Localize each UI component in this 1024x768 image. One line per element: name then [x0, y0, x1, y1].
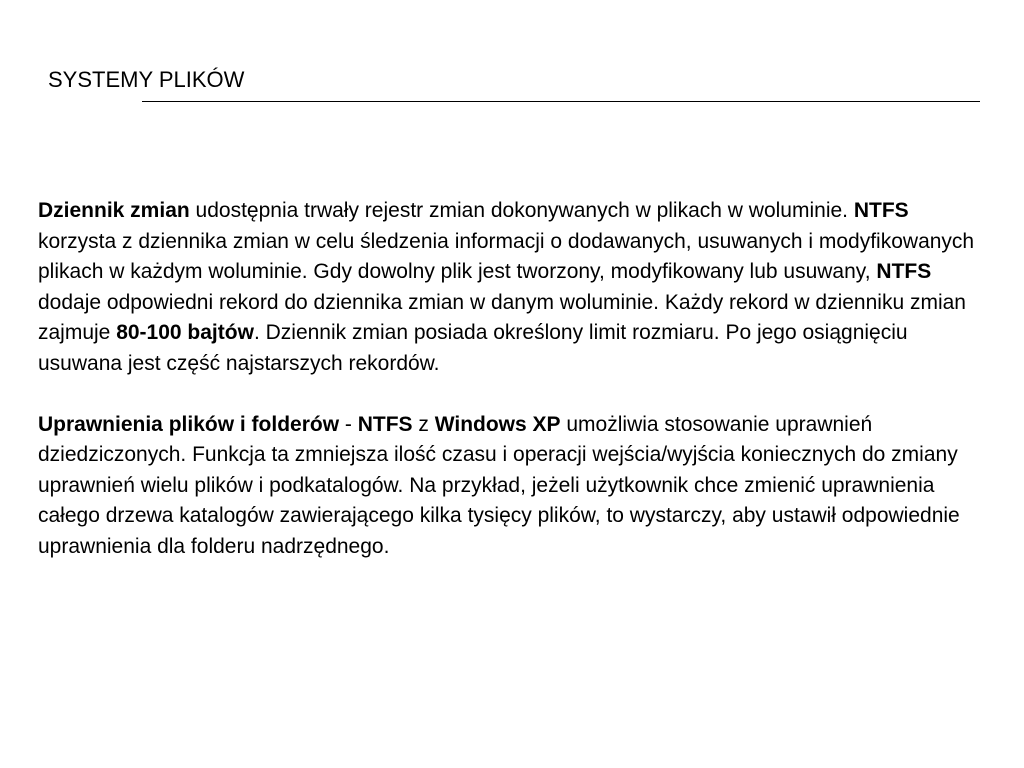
text-segment: z — [412, 412, 435, 436]
text-segment: korzysta z dziennika zmian w celu śledzenia informacji o dodawanych, usuwanych i modyfikowanych plikach w każdym woluminie. Gdy dowolny plik jest tworzony, modyfikowany lub usuwany, — [38, 229, 975, 283]
paragraph-permissions — [38, 410, 988, 563]
text-segment: - — [339, 412, 358, 436]
term-record-size: 80-100 bajtów — [116, 321, 254, 344]
slide-title: SYSTEMY PLIKÓW — [48, 67, 245, 92]
term-windows-xp: Windows XP — [434, 412, 561, 436]
term-ntfs: NTFS — [357, 412, 413, 436]
text-segment: dodaje odpowiedni rekord do dziennika zmian w danym woluminie. Każdy rekord w dzienniku zmian zajmuje — [38, 290, 966, 344]
term-ntfs: NTFS — [853, 199, 909, 222]
term-dziennik-zmian: Dziennik zmian — [38, 199, 190, 222]
term-ntfs: NTFS — [876, 260, 932, 283]
slide-body — [38, 196, 988, 562]
text-segment: udostępnia trwały rejestr zmian dokonywanych w plikach w woluminie. — [189, 199, 854, 222]
term-uprawnienia: Uprawnienia plików i folderów — [38, 412, 340, 436]
text-segment: . Dziennik zmian posiada określony limit rozmiaru. Po jego osiągnięciu usuwana jest część najstarszych rekordów. — [38, 321, 908, 375]
text-segment: umożliwia stosowanie uprawnień dziedziczonych. Funkcja ta zmniejsza ilość czasu i operacji wejścia/wyjścia koniecznych do zmiany uprawnień wielu plików i podkatalogów. Na przykład, jeżeli użytkownik chce zmienić uprawnienia całego drzewa katalogów zawierającego kilka tysięcy plików, to wystarczy, aby ustawił odpowiednie uprawnienia dla folderu nadrzędnego. — [38, 412, 960, 558]
title-underline — [142, 101, 980, 102]
paragraph-change-journal — [38, 196, 988, 379]
